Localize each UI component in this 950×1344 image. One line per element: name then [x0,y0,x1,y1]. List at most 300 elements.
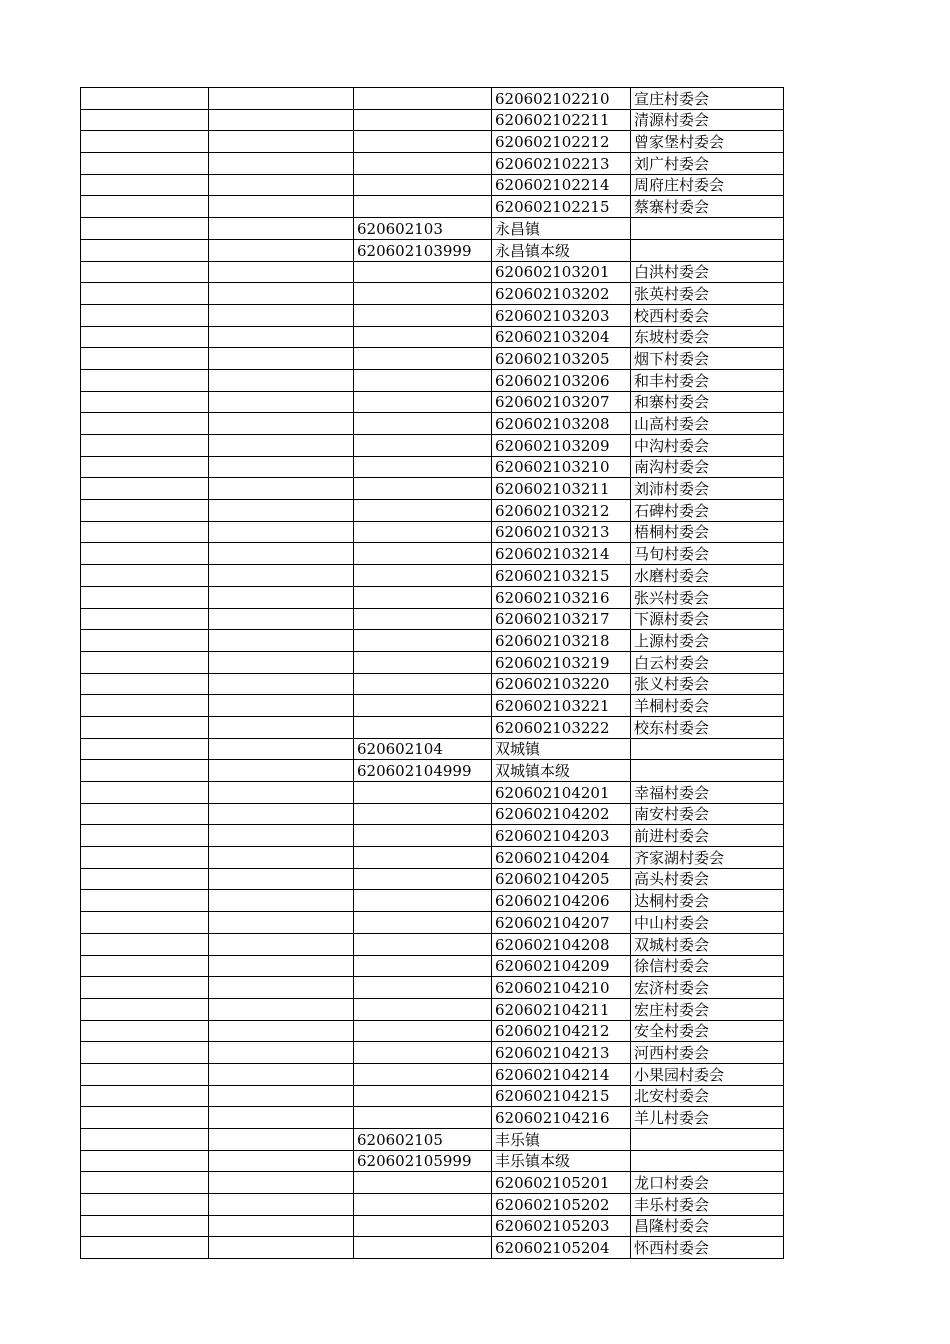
table-cell[interactable] [81,261,209,283]
table-cell[interactable]: 620602103214 [492,543,631,565]
table-cell[interactable]: 下源村委会 [631,608,784,630]
table-cell[interactable]: 620602104216 [492,1107,631,1129]
table-cell[interactable]: 周府庄村委会 [631,174,784,196]
table-cell[interactable]: 校东村委会 [631,716,784,738]
table-cell[interactable] [209,651,354,673]
table-cell[interactable]: 620602103999 [354,239,492,261]
table-cell[interactable] [81,1215,209,1237]
table-cell[interactable]: 龙口村委会 [631,1172,784,1194]
table-cell[interactable]: 620602102214 [492,174,631,196]
table-cell[interactable] [354,998,492,1020]
table-cell[interactable] [354,348,492,370]
table-cell[interactable] [81,521,209,543]
table-row [81,196,784,218]
table-cell[interactable] [354,695,492,717]
table-cell[interactable]: 和丰村委会 [631,369,784,391]
table-cell[interactable] [354,196,492,218]
table-cell[interactable]: 620602103217 [492,608,631,630]
table-cell[interactable] [81,760,209,782]
table-cell[interactable]: 羊儿村委会 [631,1107,784,1129]
table-cell[interactable]: 张义村委会 [631,673,784,695]
table-cell[interactable]: 石碑村委会 [631,500,784,522]
table-cell[interactable]: 丰乐镇本级 [492,1150,631,1172]
table-row [81,1020,784,1042]
table-cell[interactable]: 620602104206 [492,890,631,912]
table-cell[interactable] [209,1237,354,1259]
table-cell[interactable]: 620602102213 [492,153,631,175]
table-cell[interactable] [209,673,354,695]
table-cell[interactable] [81,326,209,348]
table-cell[interactable] [81,803,209,825]
table-cell[interactable]: 宣庄村委会 [631,88,784,110]
table-cell[interactable]: 620602105202 [492,1194,631,1216]
table-cell[interactable]: 620602104202 [492,803,631,825]
table-cell[interactable] [81,847,209,869]
table-cell[interactable]: 昌隆村委会 [631,1215,784,1237]
table-cell[interactable]: 刘沛村委会 [631,478,784,500]
table-cell[interactable]: 清源村委会 [631,109,784,131]
table-row [81,391,784,413]
table-cell[interactable]: 620602102210 [492,88,631,110]
table-cell[interactable]: 马旬村委会 [631,543,784,565]
table-cell[interactable]: 上源村委会 [631,630,784,652]
table-cell[interactable] [354,456,492,478]
table-cell[interactable]: 620602103213 [492,521,631,543]
table-cell[interactable]: 白云村委会 [631,651,784,673]
table-cell[interactable] [81,239,209,261]
table-cell[interactable]: 曾家堡村委会 [631,131,784,153]
table-cell[interactable] [81,912,209,934]
table-cell[interactable] [209,456,354,478]
table-cell[interactable] [209,261,354,283]
table-cell[interactable] [209,890,354,912]
table-cell[interactable] [354,304,492,326]
table-cell[interactable] [81,608,209,630]
table-cell[interactable] [81,1020,209,1042]
table-cell[interactable]: 620602104205 [492,868,631,890]
table-cell[interactable] [354,413,492,435]
table-cell[interactable] [81,586,209,608]
table-cell[interactable] [631,738,784,760]
table-cell[interactable] [354,500,492,522]
table-cell[interactable] [354,478,492,500]
table-cell[interactable]: 白洪村委会 [631,261,784,283]
table-cell[interactable] [209,326,354,348]
table-cell[interactable] [209,825,354,847]
table-cell[interactable] [354,1085,492,1107]
table-cell[interactable] [81,977,209,999]
table-cell[interactable]: 620602105201 [492,1172,631,1194]
table-cell[interactable]: 双城镇 [492,738,631,760]
table-cell[interactable]: 张兴村委会 [631,586,784,608]
table-cell[interactable] [354,1063,492,1085]
table-cell[interactable]: 张英村委会 [631,283,784,305]
table-cell[interactable] [209,716,354,738]
table-cell[interactable]: 620602102212 [492,131,631,153]
table-cell[interactable] [209,391,354,413]
table-cell[interactable] [354,131,492,153]
table-cell[interactable] [81,500,209,522]
table-cell[interactable]: 刘广村委会 [631,153,784,175]
table-cell[interactable]: 中山村委会 [631,912,784,934]
table-cell[interactable]: 620602104213 [492,1042,631,1064]
table-cell[interactable]: 620602103206 [492,369,631,391]
table-cell[interactable] [209,88,354,110]
table-cell[interactable] [209,565,354,587]
table-cell[interactable] [209,283,354,305]
table-cell[interactable] [354,1194,492,1216]
table-cell[interactable] [81,955,209,977]
table-cell[interactable]: 620602103 [354,218,492,240]
table-cell[interactable]: 620602103218 [492,630,631,652]
table-cell[interactable] [209,1085,354,1107]
table-cell[interactable] [81,1107,209,1129]
table-cell[interactable]: 620602105999 [354,1150,492,1172]
table-row [81,88,784,110]
table-cell[interactable]: 620602104212 [492,1020,631,1042]
table-cell[interactable]: 620602103222 [492,716,631,738]
table-cell[interactable]: 620602104208 [492,933,631,955]
table-cell[interactable] [81,933,209,955]
table-row [81,218,784,240]
table-cell[interactable]: 620602102211 [492,109,631,131]
table-row [81,760,784,782]
table-cell[interactable] [354,977,492,999]
table-cell[interactable]: 620602103205 [492,348,631,370]
table-cell[interactable] [81,1085,209,1107]
table-cell[interactable]: 徐信村委会 [631,955,784,977]
table-cell[interactable] [354,1107,492,1129]
table-cell[interactable]: 620602104201 [492,782,631,804]
table-cell[interactable] [354,1172,492,1194]
table-cell[interactable] [209,1042,354,1064]
table-cell[interactable] [209,977,354,999]
table-cell[interactable] [81,283,209,305]
table-cell[interactable]: 620602104999 [354,760,492,782]
table-row [81,890,784,912]
table-cell[interactable] [81,630,209,652]
table-cell[interactable] [209,348,354,370]
table-cell[interactable] [354,912,492,934]
table-cell[interactable] [354,673,492,695]
table-cell[interactable] [354,283,492,305]
table-cell[interactable]: 620602104207 [492,912,631,934]
table-row [81,673,784,695]
table-cell[interactable] [209,868,354,890]
table-cell[interactable] [354,955,492,977]
table-cell[interactable] [81,1042,209,1064]
table-row [81,695,784,717]
table-cell[interactable]: 小果园村委会 [631,1063,784,1085]
table-cell[interactable] [81,738,209,760]
table-cell[interactable] [354,847,492,869]
table-cell[interactable] [209,1063,354,1085]
table-cell[interactable]: 永昌镇 [492,218,631,240]
table-cell[interactable] [209,304,354,326]
table-cell[interactable] [81,1172,209,1194]
table-cell[interactable] [81,153,209,175]
table-cell[interactable]: 620602105203 [492,1215,631,1237]
table-cell[interactable]: 620602103201 [492,261,631,283]
table-cell[interactable]: 前进村委会 [631,825,784,847]
table-cell[interactable]: 620602104203 [492,825,631,847]
table-cell[interactable] [209,218,354,240]
table-cell[interactable]: 620602103208 [492,413,631,435]
table-cell[interactable]: 620602104214 [492,1063,631,1085]
table-cell[interactable] [81,304,209,326]
table-cell[interactable] [209,1129,354,1151]
table-cell[interactable]: 河西村委会 [631,1042,784,1064]
table-cell[interactable]: 620602104210 [492,977,631,999]
table-row [81,565,784,587]
table-cell[interactable] [209,369,354,391]
table-row [81,369,784,391]
table-cell[interactable] [81,890,209,912]
table-cell[interactable] [209,196,354,218]
table-cell[interactable] [354,586,492,608]
table-cell[interactable] [81,1237,209,1259]
table-cell[interactable] [354,391,492,413]
table-cell[interactable] [209,998,354,1020]
table-cell[interactable] [209,608,354,630]
table-cell[interactable]: 丰乐镇 [492,1129,631,1151]
table-cell[interactable] [209,760,354,782]
table-cell[interactable] [81,782,209,804]
table-cell[interactable] [209,153,354,175]
table-cell[interactable] [354,803,492,825]
table-cell[interactable] [81,543,209,565]
table-cell[interactable] [81,391,209,413]
table-cell[interactable]: 620602103204 [492,326,631,348]
table-cell[interactable] [81,435,209,457]
table-cell[interactable] [209,109,354,131]
table-cell[interactable]: 620602103209 [492,435,631,457]
table-cell[interactable] [81,673,209,695]
table-cell[interactable] [209,630,354,652]
table-cell[interactable]: 620602103220 [492,673,631,695]
table-cell[interactable] [209,1107,354,1129]
table-cell[interactable]: 安全村委会 [631,1020,784,1042]
table-cell[interactable]: 宏济村委会 [631,977,784,999]
table-cell[interactable] [354,435,492,457]
table-cell[interactable] [81,109,209,131]
table-cell[interactable]: 水磨村委会 [631,565,784,587]
table-cell[interactable] [81,218,209,240]
table-cell[interactable]: 620602103215 [492,565,631,587]
table-cell[interactable] [354,651,492,673]
table-cell[interactable] [354,868,492,890]
table-row [81,348,784,370]
table-cell[interactable] [209,521,354,543]
table-cell[interactable] [81,1194,209,1216]
table-cell[interactable] [209,413,354,435]
table-cell[interactable]: 620602103203 [492,304,631,326]
table-cell[interactable]: 东坡村委会 [631,326,784,348]
table-cell[interactable]: 校西村委会 [631,304,784,326]
table-cell[interactable] [354,88,492,110]
table-cell[interactable] [209,1020,354,1042]
table-cell[interactable]: 双城村委会 [631,933,784,955]
table-cell[interactable] [354,174,492,196]
table-row [81,153,784,175]
table-cell[interactable]: 怀西村委会 [631,1237,784,1259]
table-cell[interactable] [354,890,492,912]
table-cell[interactable] [209,239,354,261]
table-row [81,1150,784,1172]
table-row [81,261,784,283]
table-cell[interactable] [209,435,354,457]
table-cell[interactable]: 620602104211 [492,998,631,1020]
table-cell[interactable] [81,1129,209,1151]
table-cell[interactable] [209,695,354,717]
table-body [81,88,784,1259]
table-cell[interactable]: 620602103212 [492,500,631,522]
table-cell[interactable] [209,174,354,196]
table-cell[interactable] [354,1215,492,1237]
table-cell[interactable] [631,218,784,240]
table-cell[interactable]: 山高村委会 [631,413,784,435]
table-cell[interactable] [631,1150,784,1172]
table-cell[interactable] [81,868,209,890]
table-cell[interactable]: 620602102215 [492,196,631,218]
table-cell[interactable] [209,1150,354,1172]
table-cell[interactable] [81,716,209,738]
table-cell[interactable] [81,998,209,1020]
table-row [81,1215,784,1237]
table-cell[interactable]: 宏庄村委会 [631,998,784,1020]
table-cell[interactable] [81,695,209,717]
table-cell[interactable]: 永昌镇本级 [492,239,631,261]
table-row [81,283,784,305]
table-cell[interactable]: 高头村委会 [631,868,784,890]
table-cell[interactable]: 双城镇本级 [492,760,631,782]
table-row [81,478,784,500]
table-cell[interactable] [631,1129,784,1151]
table-cell[interactable] [209,1215,354,1237]
table-cell[interactable]: 幸福村委会 [631,782,784,804]
table-cell[interactable] [354,326,492,348]
table-cell[interactable] [354,1020,492,1042]
table-cell[interactable]: 南沟村委会 [631,456,784,478]
table-cell[interactable] [81,651,209,673]
table-cell[interactable] [81,1150,209,1172]
table-cell[interactable]: 620602103210 [492,456,631,478]
table-cell[interactable] [209,1172,354,1194]
table-cell[interactable] [81,413,209,435]
table-cell[interactable]: 620602103219 [492,651,631,673]
table-cell[interactable] [209,803,354,825]
table-cell[interactable] [354,369,492,391]
table-cell[interactable]: 620602105204 [492,1237,631,1259]
table-cell[interactable]: 620602103216 [492,586,631,608]
table-cell[interactable] [209,586,354,608]
table-cell[interactable]: 620602103211 [492,478,631,500]
table-row [81,716,784,738]
table-cell[interactable] [209,933,354,955]
table-cell[interactable]: 620602103221 [492,695,631,717]
table-cell[interactable] [81,88,209,110]
table-cell[interactable] [209,738,354,760]
table-cell[interactable]: 620602104204 [492,847,631,869]
table-cell[interactable]: 烟下村委会 [631,348,784,370]
table-cell[interactable]: 620602104209 [492,955,631,977]
table-cell[interactable] [354,1237,492,1259]
table-cell[interactable]: 和寨村委会 [631,391,784,413]
table-cell[interactable] [354,1042,492,1064]
table-cell[interactable] [354,153,492,175]
table-cell[interactable] [354,825,492,847]
table-cell[interactable]: 620602105 [354,1129,492,1151]
table-cell[interactable] [354,565,492,587]
table-row [81,521,784,543]
table-cell[interactable] [354,521,492,543]
table-cell[interactable]: 梧桐村委会 [631,521,784,543]
table-row [81,174,784,196]
table-row [81,109,784,131]
table-cell[interactable]: 羊桐村委会 [631,695,784,717]
table-cell[interactable] [81,348,209,370]
table-cell[interactable]: 达桐村委会 [631,890,784,912]
table-cell[interactable] [631,239,784,261]
table-cell[interactable] [81,369,209,391]
table-cell[interactable] [354,261,492,283]
table-cell[interactable] [209,500,354,522]
table-cell[interactable] [81,565,209,587]
table-cell[interactable]: 蔡寨村委会 [631,196,784,218]
table-cell[interactable] [354,716,492,738]
table-cell[interactable] [81,196,209,218]
table-row [81,651,784,673]
table-cell[interactable] [209,1194,354,1216]
table-cell[interactable] [81,174,209,196]
table-cell[interactable]: 南安村委会 [631,803,784,825]
table-row [81,955,784,977]
table-cell[interactable] [209,847,354,869]
table-cell[interactable] [209,782,354,804]
table-cell[interactable]: 齐家湖村委会 [631,847,784,869]
table-cell[interactable] [81,456,209,478]
data-table [80,87,784,1259]
table-cell[interactable] [354,109,492,131]
table-cell[interactable]: 丰乐村委会 [631,1194,784,1216]
table-cell[interactable] [81,131,209,153]
table-cell[interactable] [209,131,354,153]
table-cell[interactable] [354,782,492,804]
table-row [81,738,784,760]
table-row [81,456,784,478]
table-cell[interactable]: 620602104 [354,738,492,760]
table-cell[interactable]: 620602103207 [492,391,631,413]
table-cell[interactable] [81,1063,209,1085]
table-cell[interactable] [354,543,492,565]
table-cell[interactable] [209,478,354,500]
table-cell[interactable] [354,933,492,955]
table-row [81,847,784,869]
table-cell[interactable] [631,760,784,782]
table-cell[interactable]: 中沟村委会 [631,435,784,457]
table-cell[interactable] [209,955,354,977]
table-cell[interactable] [81,478,209,500]
table-cell[interactable] [209,912,354,934]
table-cell[interactable] [209,543,354,565]
table-cell[interactable]: 620602104215 [492,1085,631,1107]
table-cell[interactable] [81,825,209,847]
table-cell[interactable]: 北安村委会 [631,1085,784,1107]
table-row [81,131,784,153]
table-cell[interactable] [354,608,492,630]
table-cell[interactable]: 620602103202 [492,283,631,305]
table-cell[interactable] [354,630,492,652]
